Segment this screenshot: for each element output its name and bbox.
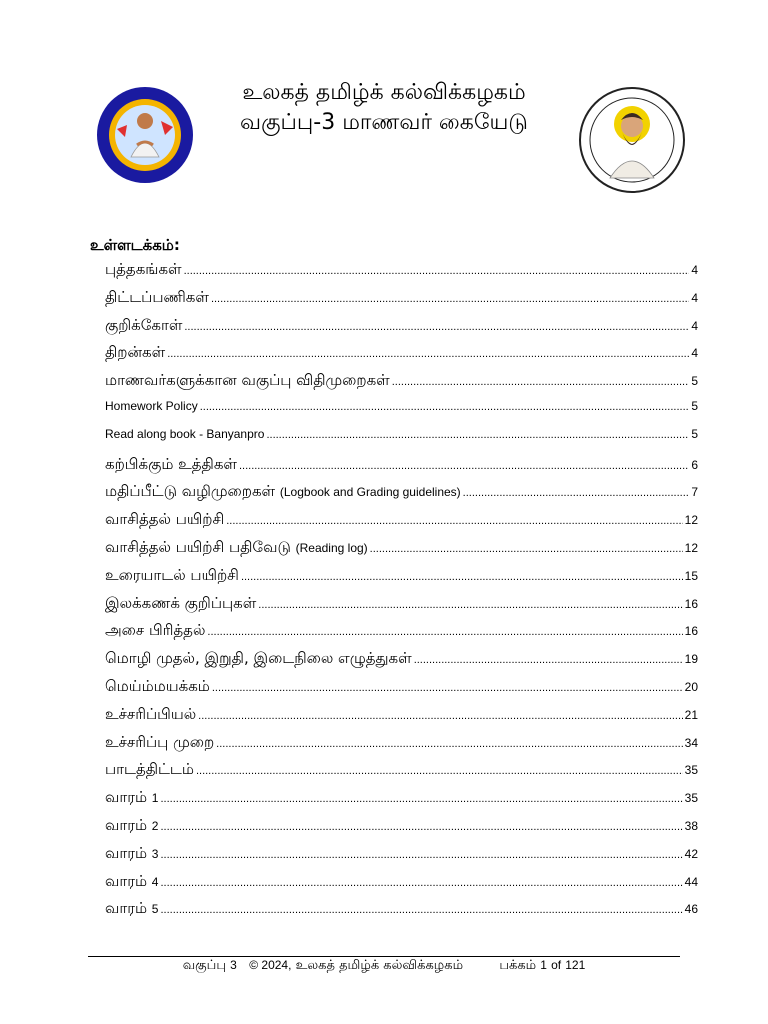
footer-class-label: வகுப்பு [182, 958, 226, 973]
toc-leader-dots [212, 682, 683, 694]
footer-divider [88, 956, 680, 957]
toc-entry-objectives[interactable]: குறிக்கோள் ..... 4 [105, 316, 698, 344]
footer-copyright: © 2024, [249, 958, 292, 972]
toc-entry-books[interactable]: புத்தகங்கள் ..... 4 [105, 260, 698, 288]
toc-entry-homework-policy[interactable]: Homework Policy ..... 5 [105, 399, 698, 427]
toc-leader-dots [160, 849, 682, 861]
toc-leader-dots [370, 543, 683, 555]
toc-entry-assessment[interactable]: மதிப்பீட்டு வழிமுறைகள் (Logbook and Grading guidelines) ..... 7 [105, 482, 698, 510]
toc-heading: உள்ளடக்கம்: [90, 236, 180, 254]
toc-leader-dots [241, 571, 683, 583]
toc-leader-dots [239, 460, 689, 472]
toc-entry-projects[interactable]: திட்டப்பணிகள் ..... 4 [105, 288, 698, 316]
toc-leader-dots [184, 265, 690, 277]
toc-leader-dots [184, 321, 689, 333]
toc-entry-phonetics[interactable]: உச்சரிப்பியல் ..... 21 [105, 705, 698, 733]
toc-leader-dots [414, 654, 683, 666]
document-header [0, 78, 768, 138]
toc-leader-dots [226, 515, 682, 527]
footer-class-number: 3 [230, 958, 237, 972]
title-handbook: வகுப்பு-3 மாணவர் கையேடு [240, 110, 528, 135]
toc-leader-dots [211, 293, 689, 305]
toc-entry-reading-practice[interactable]: வாசித்தல் பயிற்சி ..... 12 [105, 510, 698, 538]
toc-entry-week-4[interactable]: வாரம் 4 ..... 44 [105, 872, 698, 900]
toc-entry-week-3[interactable]: வாரம் 3 ..... 42 [105, 844, 698, 872]
toc-entry-class-rules[interactable]: மாணவர்களுக்கான வகுப்பு விதிமுறைகள் ..... 5 [105, 371, 698, 399]
toc-leader-dots [207, 626, 682, 638]
footer-page-number: 1 [540, 958, 547, 972]
footer-page-label: பக்கம் [499, 958, 537, 973]
toc-leader-dots [167, 348, 689, 360]
title-academy: உலகத் தமிழ்க் கல்விக்கழகம் [242, 80, 526, 105]
toc-leader-dots [160, 821, 682, 833]
toc-entry-week-1[interactable]: வாரம் 1 ..... 35 [105, 788, 698, 816]
toc-entry-read-along-book[interactable]: Read along book - Banyanpro ..... 5 [105, 427, 698, 455]
toc-entry-pronunciation[interactable]: உச்சரிப்பு முறை ..... 34 [105, 733, 698, 761]
toc-leader-dots [463, 487, 690, 499]
toc-leader-dots [160, 877, 682, 889]
toc-entry-teaching-strategies[interactable]: கற்பிக்கும் உத்திகள் ..... 6 [105, 455, 698, 483]
toc-entry-conversation-practice[interactable]: உரையாடல் பயிற்சி ..... 15 [105, 566, 698, 594]
page-footer [0, 958, 768, 974]
toc-entry-syllabus[interactable]: பாடத்திட்டம் ..... 35 [105, 760, 698, 788]
toc-leader-dots [198, 710, 682, 722]
toc-leader-dots [160, 793, 682, 805]
toc-leader-dots [160, 904, 682, 916]
toc-entry-skills[interactable]: திறன்கள் ..... 4 [105, 343, 698, 371]
footer-academy: உலகத் தமிழ்க் கல்விக்கழகம் [295, 958, 464, 973]
toc-leader-dots [392, 376, 690, 388]
toc-leader-dots [196, 765, 683, 777]
toc-leader-dots [216, 738, 682, 750]
toc-entry-reading-log[interactable]: வாசித்தல் பயிற்சி பதிவேடு (Reading log) ..... 12 [105, 538, 698, 566]
table-of-contents [105, 260, 698, 927]
toc-entry-grammar-notes[interactable]: இலக்கணக் குறிப்புகள் ..... 16 [105, 594, 698, 622]
toc-entry-week-5[interactable]: வாரம் 5 ..... 46 [105, 899, 698, 927]
toc-leader-dots [200, 401, 690, 413]
footer-page-total: 121 [565, 958, 586, 972]
toc-leader-dots [258, 599, 682, 611]
toc-entry-syllable-split[interactable]: அசை பிரித்தல் ..... 16 [105, 621, 698, 649]
toc-entry-week-2[interactable]: வாரம் 2 ..... 38 [105, 816, 698, 844]
toc-entry-letter-positions[interactable]: மொழி முதல், இறுதி, இடைநிலை எழுத்துகள் ..... 19 [105, 649, 698, 677]
toc-entry-consonant-clusters[interactable]: மெய்ம்மயக்கம் ..... 20 [105, 677, 698, 705]
toc-leader-dots [266, 429, 689, 441]
footer-page-of: of [551, 958, 562, 972]
